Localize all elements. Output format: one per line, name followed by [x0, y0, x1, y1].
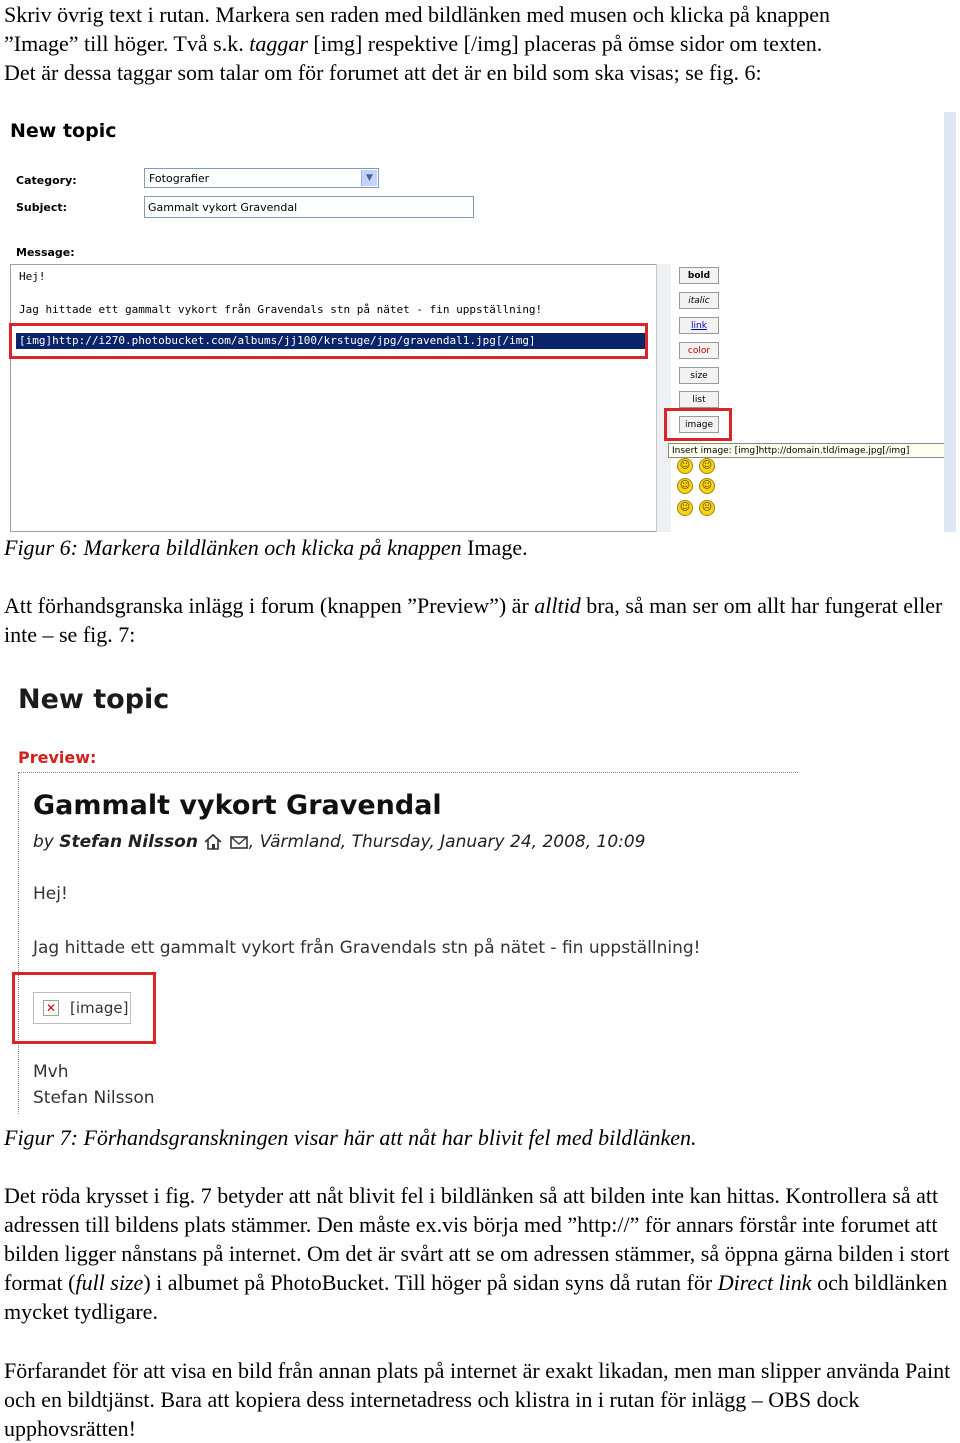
preview-paragraph-emphasis: alltid: [534, 593, 581, 618]
image-button[interactable]: image: [679, 416, 719, 433]
subject-input[interactable]: [144, 196, 474, 218]
figure-6-caption-italic: Figur 6: Markera bildlänken och klicka på knappen: [4, 535, 462, 560]
new-topic-title: New topic: [10, 120, 117, 142]
figure-6-caption: [4, 533, 528, 562]
message-line-1: Hej!: [19, 270, 46, 283]
message-textarea[interactable]: [10, 264, 660, 532]
sad-icon[interactable]: ☹: [699, 500, 715, 516]
smile-icon[interactable]: ☺: [677, 458, 693, 474]
figure-7-caption-italic: Figur 7: Förhandsgranskningen visar här att nåt har blivit fel med bildlänken.: [4, 1125, 697, 1150]
message-line-2: Jag hittade ett gammalt vykort från Gravendals stn på nätet - fin uppställning!: [19, 303, 543, 316]
preview-paragraph: [4, 591, 954, 649]
preview-label: Preview:: [18, 748, 97, 767]
highlight-box-link: [9, 323, 648, 359]
error-paragraph-b: ) i albumet på PhotoBucket. Till höger på sidan syns då rutan för: [143, 1270, 718, 1295]
byline-suffix: , Värmland, Thursday, January 24, 2008, 10:09: [248, 832, 646, 852]
category-select[interactable]: [144, 168, 379, 188]
preview-paragraph-b: bra, så man ser om allt har fungerat eller inte – se fig. 7:: [4, 593, 943, 647]
post-line-hej: Hej!: [33, 884, 68, 904]
subject-label: Subject:: [16, 201, 68, 214]
image-placeholder-label: [image]: [70, 999, 129, 1017]
preview-paragraph-a: Att förhandsgranska inlägg i forum (knappen ”Preview”) är: [4, 593, 535, 618]
error-paragraph-emphasis-1: full size: [75, 1270, 144, 1295]
broken-image-placeholder: [33, 992, 131, 1024]
intro-line-1: Skriv övrig text i rutan. Markera sen raden med bildlänken med musen och klicka på knappen: [4, 2, 830, 27]
closing-paragraph: Förfarandet för att visa en bild från annan plats på internet är exakt likadan, men man slipper använda Paint och en bildtjänst. Bara att kopiera dess internetadress och klistra in i rutan för inlägg – OBS dock upphovsrätten!: [4, 1358, 951, 1441]
list-button[interactable]: list: [679, 391, 719, 408]
cool-icon[interactable]: ☺: [677, 478, 693, 494]
highlight-box-image-button: [664, 408, 732, 441]
post-byline: [33, 832, 646, 852]
preview-left-border: [18, 772, 19, 1114]
image-button-tooltip: Insert image: [img]http://domain.tld/image.jpg[/img]: [668, 443, 948, 458]
post-title: Gammalt vykort Gravendal: [33, 790, 442, 821]
window-edge: [944, 112, 956, 532]
message-scrollbar[interactable]: [656, 264, 671, 532]
grin-icon[interactable]: ☺: [699, 458, 715, 474]
subject-value: Gammalt vykort Gravendal: [148, 201, 298, 214]
intro-line-3: Det är dessa taggar som talar om för forumet att det är en bild som ska visas; se fig. 6:: [4, 60, 762, 85]
link-button[interactable]: link: [679, 317, 719, 334]
figure-6-screenshot: [4, 112, 956, 534]
error-paragraph-c: och bildlänken mycket tydligare.: [4, 1270, 948, 1324]
message-label: Message:: [16, 246, 75, 259]
author-link[interactable]: Stefan Nilsson: [59, 832, 198, 852]
home-icon[interactable]: [203, 833, 223, 851]
broken-image-icon: ✕: [43, 1000, 59, 1016]
new-topic-title: New topic: [18, 684, 170, 715]
wink-icon[interactable]: ☺: [677, 500, 693, 516]
post-line-body: Jag hittade ett gammalt vykort från Gravendals stn på nätet - fin uppställning!: [33, 938, 701, 958]
figure-7-screenshot: [4, 676, 804, 1124]
intro-emphasis-taggar: taggar: [249, 31, 308, 56]
post-signature: Stefan Nilsson: [33, 1088, 155, 1108]
size-button[interactable]: size: [679, 367, 719, 384]
figure-6-caption-rest: Image.: [461, 535, 528, 560]
error-paragraph-a: Det röda krysset i fig. 7 betyder att nåt blivit fel i bildlänken så att bilden inte kan hittas. Kontrollera så att adressen till bildens plats stämmer. Den måste ex.vis börja med ”http://” för annars förstår inte forumet att bilden ligger nånstans på internet. Om det är svårt att se om adressen stämmer, så öppna gärna bilden i stort format (: [4, 1183, 950, 1295]
intro-paragraph: [4, 0, 954, 87]
error-paragraph-emphasis-2: Direct link: [717, 1270, 812, 1295]
error-explanation-paragraph: [4, 1181, 954, 1326]
category-value: Fotografier: [149, 172, 210, 185]
chevron-down-icon[interactable]: ▼: [361, 170, 377, 186]
byline-prefix: by: [33, 832, 60, 852]
intro-line-2b: [img] respektive [/img] placeras på ömse sidor om texten.: [307, 31, 823, 56]
preview-divider: [18, 772, 798, 773]
mail-icon[interactable]: [229, 834, 249, 850]
selected-image-link[interactable]: [img]http://i270.photobucket.com/albums/jj100/krstuge/jpg/gravendal1.jpg[/img]: [16, 333, 645, 349]
color-button[interactable]: color: [679, 342, 719, 359]
bold-button[interactable]: bold: [679, 267, 719, 284]
surprised-icon[interactable]: ☺: [699, 478, 715, 494]
category-label: Category:: [16, 174, 77, 187]
post-signoff: Mvh: [33, 1062, 69, 1082]
intro-line-2a: ”Image” till höger. Två s.k.: [4, 31, 250, 56]
figure-7-caption: [4, 1123, 697, 1152]
italic-button[interactable]: italic: [679, 292, 719, 309]
